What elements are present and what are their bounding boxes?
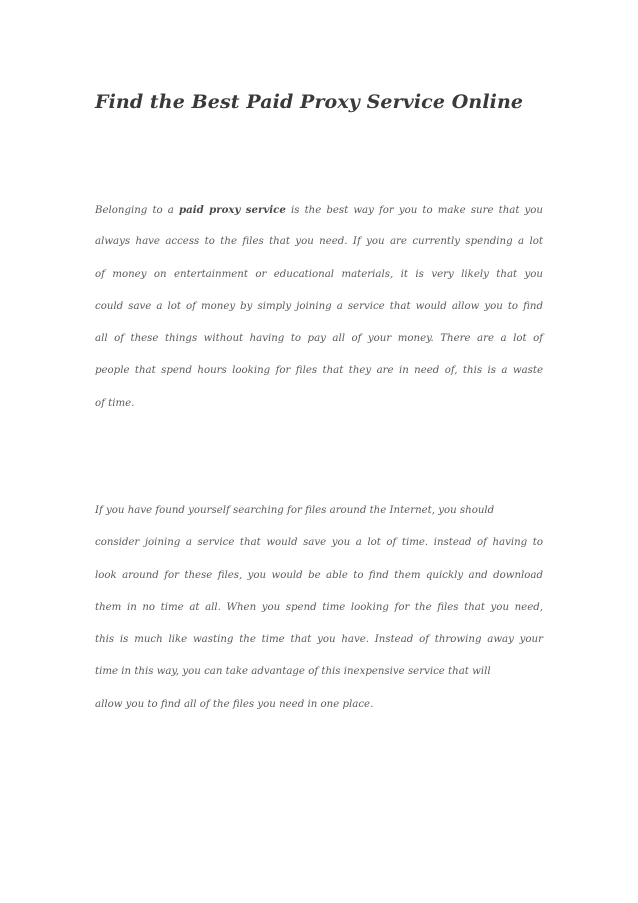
paragraph-line: allow you to find all of the files you need in one place. bbox=[95, 698, 374, 710]
line-suffix: is the best way for you to make sure that you bbox=[285, 205, 543, 216]
paragraph-line: look around for these files, you would be able to find them quickly and download bbox=[95, 569, 543, 581]
paragraph-1 bbox=[95, 200, 543, 426]
paragraph-line: all of these things without having to pay all of your money. There are a lot of bbox=[95, 333, 543, 345]
line-prefix: Belonging to a bbox=[95, 205, 179, 216]
paragraph-line: time in this way, you can take advantage of this inexpensive service that will bbox=[95, 666, 491, 678]
paragraph-line: them in no time at all. When you spend time looking for the files that you need, bbox=[95, 601, 543, 613]
paragraph-2 bbox=[95, 501, 543, 727]
paragraph-line: of time. bbox=[95, 397, 135, 409]
bold-keyword: paid proxy service bbox=[178, 204, 286, 216]
paragraph-line: If you have found yourself searching for files around the Internet, you should bbox=[95, 505, 495, 516]
paragraph-line: this is much like wasting the time that you have. Instead of throwing away your bbox=[95, 634, 543, 646]
document-title: Find the Best Paid Proxy Service Online bbox=[95, 91, 524, 113]
paragraph-line bbox=[95, 200, 543, 232]
paragraph-line: of money on entertainment or educational materials, it is very likely that you bbox=[95, 268, 543, 280]
paragraph-line: could save a lot of money by simply joining a service that would allow you to find bbox=[95, 300, 543, 312]
paragraph-line: people that spend hours looking for files that they are in need of, this is a waste bbox=[95, 365, 543, 377]
paragraph-line: always have access to the files that you need. If you are currently spending a lot bbox=[95, 236, 543, 248]
paragraph-line: consider joining a service that would save you a lot of time. instead of having to bbox=[95, 537, 543, 549]
